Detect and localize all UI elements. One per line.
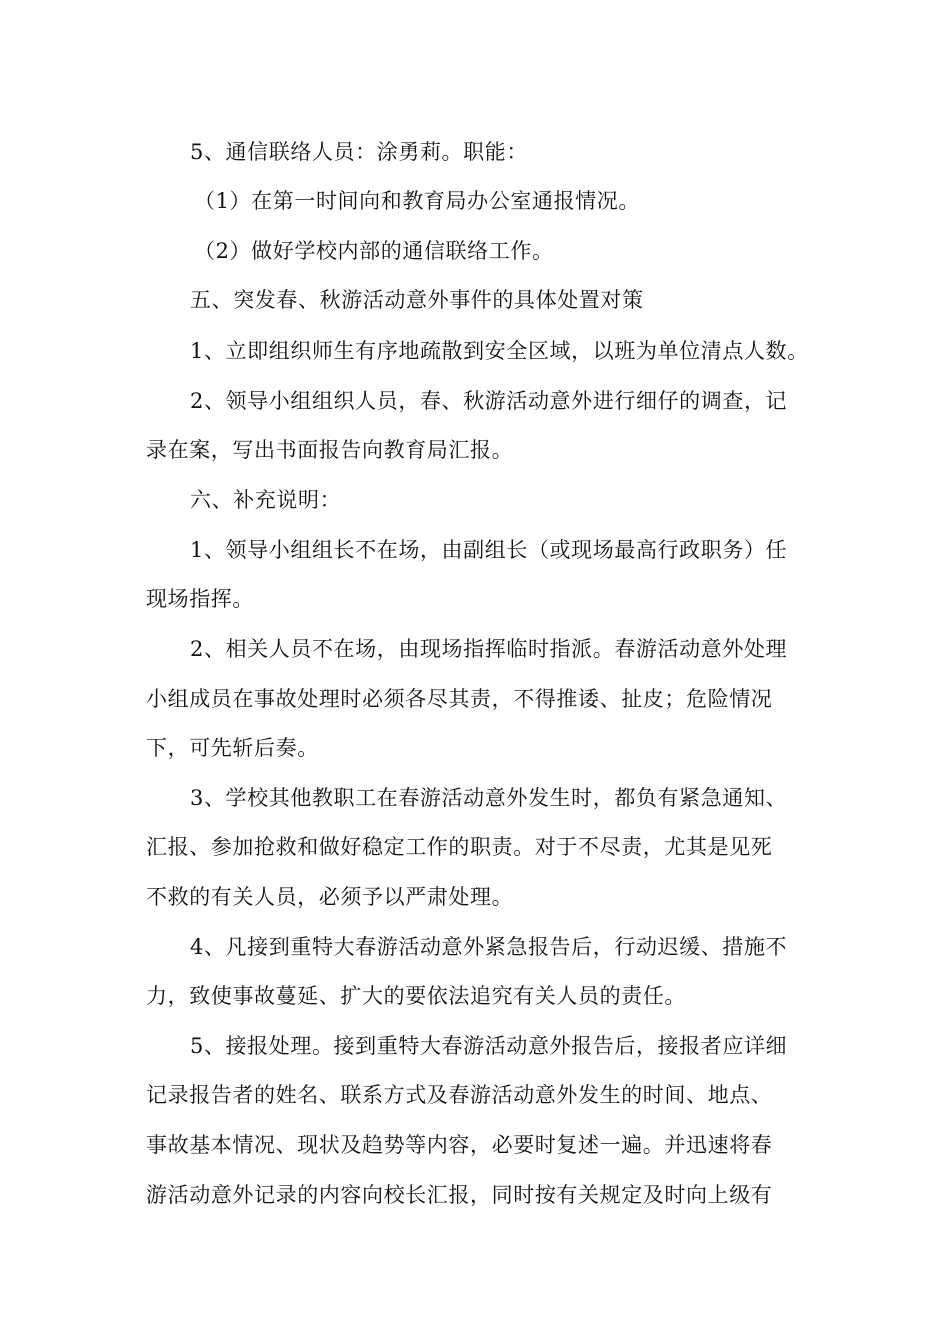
paragraph-line: 5、接报处理。接到重特大春游活动意外报告后，接报者应详细 [190,1034,788,1058]
paragraph-line: （2）做好学校内部的通信联络工作。 [194,239,554,263]
paragraph-line: 力，致使事故蔓延、扩大的要依法追究有关人员的责任。 [146,984,686,1008]
section-heading: 六、补充说明： [190,488,342,512]
paragraph-line: 2、领导小组组织人员，春、秋游活动意外进行细仔的调查，记 [190,389,788,413]
paragraph-line: 汇报、参加抢救和做好稳定工作的职责。对于不尽责，尤其是见死 [146,835,773,859]
paragraph-line: 4、凡接到重特大春游活动意外紧急报告后，行动迟缓、措施不 [190,935,788,959]
paragraph-line: 记录报告者的姓名、联系方式及春游活动意外发生的时间、地点、 [146,1083,773,1107]
paragraph-line: 1、立即组织师生有序地疏散到安全区域，以班为单位清点人数。 [190,339,809,363]
paragraph-line: 现场指挥。 [146,587,254,611]
paragraph-line: 小组成员在事故处理时必须各尽其责，不得推诿、扯皮；危险情况 [146,687,773,711]
paragraph-line: 2、相关人员不在场，由现场指挥临时指派。春游活动意外处理 [190,637,788,661]
paragraph-line: 不救的有关人员，必须予以严肃处理。 [146,885,514,909]
paragraph-line: 1、领导小组组长不在场，由副组长（或现场最高行政职务）任 [190,538,788,562]
paragraph-line: （1）在第一时间向和教育局办公室通报情况。 [194,189,640,213]
section-heading: 五、突发春、秋游活动意外事件的具体处置对策 [190,288,644,312]
paragraph-line: 3、学校其他教职工在春游活动意外发生时，都负有紧急通知、 [190,786,788,810]
paragraph-line: 游活动意外记录的内容向校长汇报，同时按有关规定及时向上级有 [146,1183,773,1207]
paragraph-line: 录在案，写出书面报告向教育局汇报。 [146,438,514,462]
paragraph-line: 5、通信联络人员：涂勇莉。职能： [190,140,528,164]
paragraph-line: 下，可先斩后奏。 [146,736,319,760]
paragraph-line: 事故基本情况、现状及趋势等内容，必要时复述一遍。并迅速将春 [146,1133,773,1157]
